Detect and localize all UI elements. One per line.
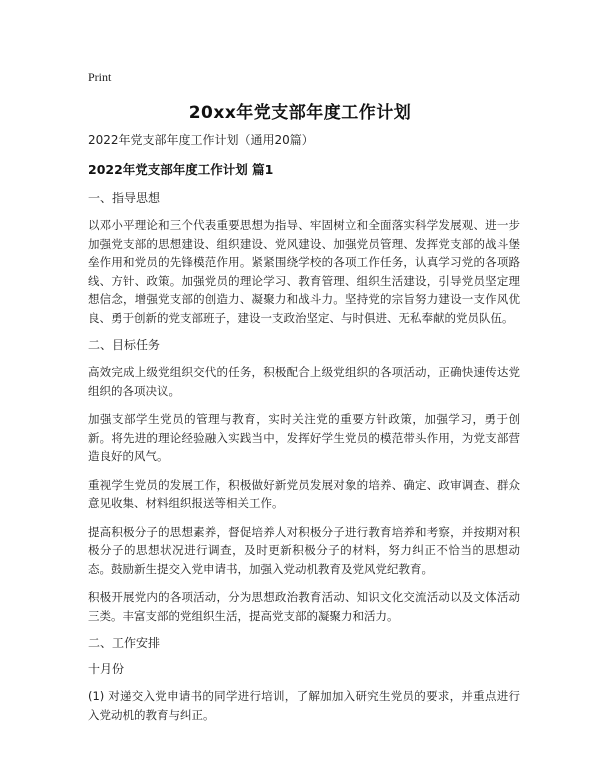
heading-arrangement: 二、工作安排 (88, 636, 161, 650)
paragraph-goal-2: 加强支部学生党员的管理与教育，实时关注党的重要方针政策，加强学习，勇于创新。将先进的理论经验融入实践当中，发挥好学生党员的模范带头作用，为党支部营造良好的风气。 (88, 412, 520, 463)
document-subtitle: 2022年党支部年度工作计划（通用20篇） (88, 133, 314, 147)
print-label: Print (88, 70, 112, 84)
paragraph-guiding: 以邓小平理论和三个代表重要思想为指导、牢固树立和全面落实科学发展观、进一步加强党支部的思想建设、组织建设、党风建设、加强党员管理、发挥党支部的战斗堡垒作用和党员的先锋模范作用。紧紧围绕学校的各项工作任务，认真学习党的各项路线、方针、政策。加强党员的理论学习、教育管理、组织生活建设，引导党员坚定理想信念，增强党支部的创造力、凝聚力和战斗力。坚持党的宗旨努力建设一支作风优良、勇于创新的党支部班子，建设一支政治坚定、与时俱进、无私奉献的党员队伍。 (88, 218, 520, 325)
document-body (88, 132, 520, 734)
page-title: 20xx年党支部年度工作计划 (188, 103, 412, 123)
paragraph-october-1: (1) 对递交入党申请书的同学进行培训，了解加加入研究生党员的要求，并重点进行入党动机的教育与纠正。 (88, 689, 520, 722)
section-title: 2022年党支部年度工作计划 篇1 (88, 162, 274, 177)
heading-guiding: 一、指导思想 (88, 191, 161, 205)
paragraph-goal-1: 高效完成上级党组织交代的任务，积极配合上级党组织的各项活动，正确快速传达党组织的各项决议。 (88, 365, 520, 398)
heading-goals: 二、目标任务 (88, 338, 161, 352)
paragraph-goal-4: 提高积极分子的思想素养，督促培养人对积极分子进行教育培养和考察，并按期对积极分子的思想状况进行调查，及时更新积极分子的材料，努力纠正不恰当的思想动态。鼓励新生提交入党申请书，加强入党动机教育及党风党纪教育。 (88, 524, 520, 576)
heading-october: 十月份 (88, 662, 125, 676)
paragraph-goal-5: 积极开展党内的各项活动，分为思想政治教育活动、知识文化交流活动以及文体活动三类。丰富支部的党组织生活，提高党支部的凝聚力和活力。 (88, 590, 520, 623)
paragraph-goal-3: 重视学生党员的发展工作，积极做好新党员发展对象的培养、确定、政审调查、群众意见收集、材料组织报送等相关工作。 (88, 477, 520, 510)
